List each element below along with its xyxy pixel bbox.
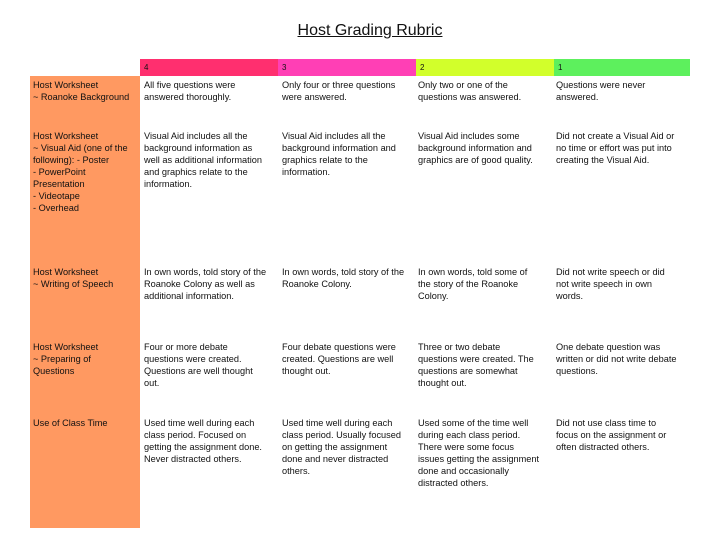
cell-roanoke-3: Only four or three questions were answered. <box>282 80 396 102</box>
cell-questions-3: Four debate questions were created. Questions are well thought out. <box>282 342 396 376</box>
cell-visual-aid-1: Did not create a Visual Aid or no time or effort was put into creating the Visual Aid. <box>556 131 675 165</box>
cell-class-time-2: Used some of the time well during each class period. There were some focus issues getting the assignment done and occasionally distracted others. <box>418 418 540 488</box>
score-header-2: 2 <box>416 59 554 76</box>
cell-speech-4: In own words, told story of the Roanoke Colony as well as additional information. <box>144 267 267 301</box>
score-header-1: 1 <box>554 59 690 76</box>
row-label-writing-of-speech: Host Worksheet ~ Writing of Speech <box>33 267 114 289</box>
cell-class-time-1: Did not use class time to focus on the assignment or often distracted others. <box>556 418 667 452</box>
cell-visual-aid-2: Visual Aid includes some background information and graphics are of good quality. <box>418 131 533 165</box>
cell-speech-2: In own words, told some of the story of the Roanoke Colony. <box>418 267 528 301</box>
cell-roanoke-4: All five questions were answered thoroughly. <box>144 80 236 102</box>
cell-speech-1: Did not write speech or did not write speech in own words. <box>556 267 665 301</box>
cell-questions-1: One debate question was written or did not write debate questions. <box>556 342 677 376</box>
cell-roanoke-2: Only two or one of the questions was answered. <box>418 80 522 102</box>
cell-class-time-4: Used time well during each class period. Focused on getting the assignment done. Never distracted others. <box>144 418 262 464</box>
cell-questions-2: Three or two debate questions were created. The questions are somewhat thought out. <box>418 342 534 388</box>
cell-roanoke-1: Questions were never answered. <box>556 80 646 102</box>
cell-visual-aid-4: Visual Aid includes all the background information as well as additional information and graphics relate to the information. <box>144 131 262 189</box>
row-label-preparing-of-questions: Host Worksheet ~ Preparing of Questions <box>33 342 99 376</box>
cell-class-time-3: Used time well during each class period. Usually focused on getting the assignment done and never distracted others. <box>282 418 401 476</box>
score-header-3: 3 <box>278 59 416 76</box>
cell-speech-3: In own words, told story of the Roanoke Colony. <box>282 267 405 289</box>
page-title: Host Grading Rubric <box>297 22 443 39</box>
row-label-visual-aid: Host Worksheet ~ Visual Aid (one of the following): - Poster - PowerPoint Presentation - Videotape - Overhead <box>33 131 128 213</box>
row-label-use-of-class-time: Use of Class Time <box>33 418 108 428</box>
row-label-roanoke-background: Host Worksheet ~ Roanoke Background <box>33 80 130 102</box>
cell-questions-4: Four or more debate questions were created. Questions are well thought out. <box>144 342 253 388</box>
cell-visual-aid-3: Visual Aid includes all the background information and graphics relate to the information. <box>282 131 396 177</box>
score-header-4: 4 <box>140 59 278 76</box>
